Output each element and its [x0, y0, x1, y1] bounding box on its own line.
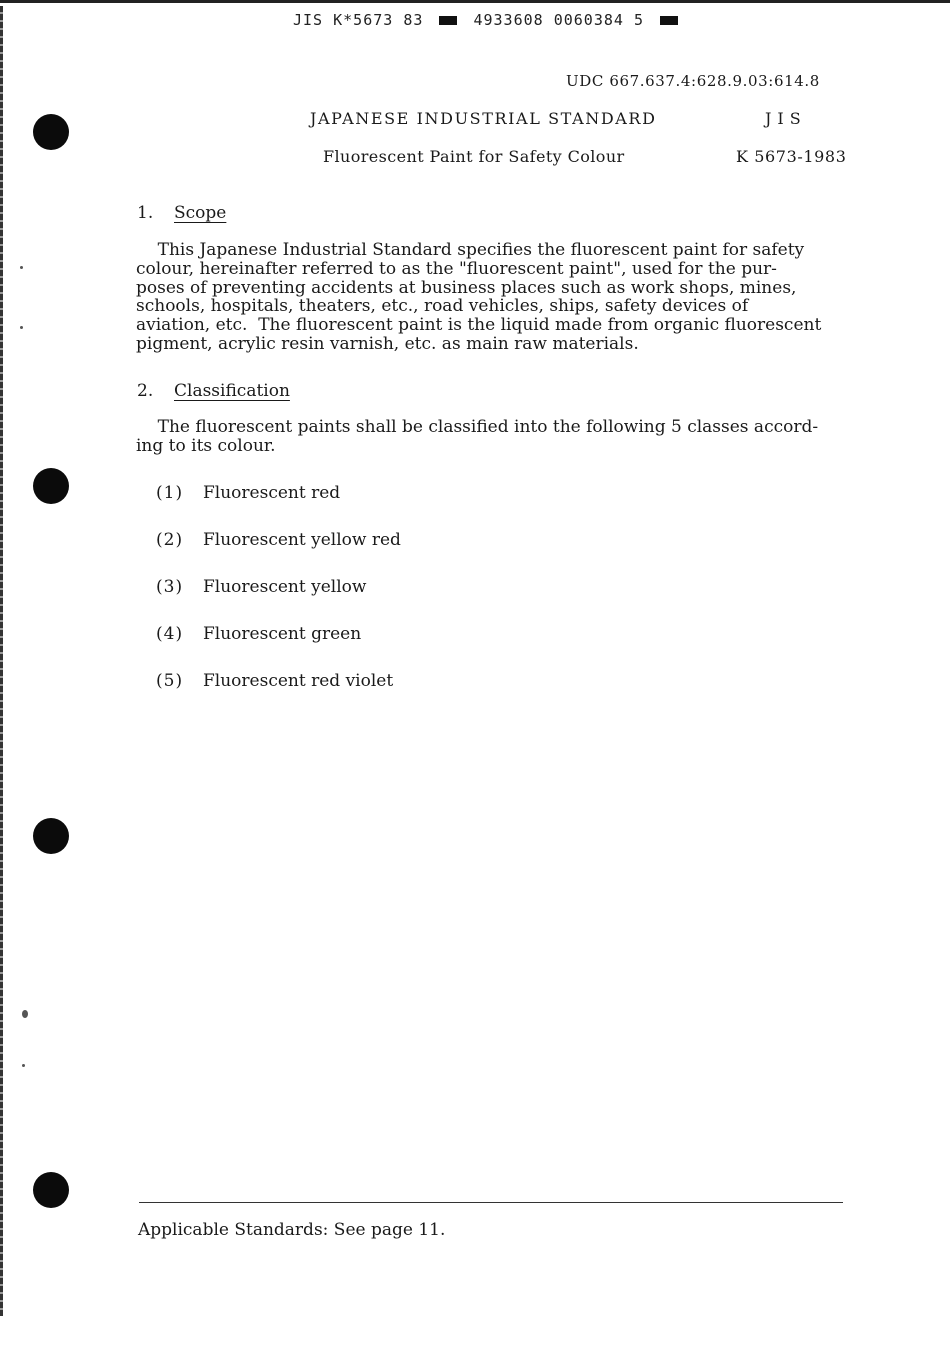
list-item — [156, 624, 401, 671]
punch-hole-icon — [33, 818, 69, 854]
list-item-label: Fluorescent red violet — [203, 671, 394, 691]
scope-paragraph: This Japanese Industrial Standard specifies the fluorescent paint for safety colour, hereinafter referred to as the "fluorescent paint", used for the pur- poses of preventing accidents at business places such as work shops, mines, schools, hospitals, theaters, etc., road vehicles, ships, safety devices of aviation, etc. The fluorescent paint is the liquid made from organic fluorescent pigment, acrylic resin varnish, etc. as main raw materials. — [136, 240, 822, 354]
section-number: 1. — [137, 203, 154, 223]
top-border-line — [0, 0, 950, 3]
section-title: Scope — [174, 203, 227, 223]
section-heading-classification — [137, 381, 290, 401]
list-item — [156, 530, 401, 577]
section-heading-scope — [137, 203, 226, 223]
classification-paragraph: The fluorescent paints shall be classified into the following 5 classes accord- ing to its colour. — [136, 417, 819, 456]
list-item-label: Fluorescent red — [203, 483, 341, 503]
list-item-number: (2) — [156, 530, 184, 550]
scan-speck — [20, 326, 23, 329]
standard-label: JAPANESE INDUSTRIAL STANDARD — [310, 109, 657, 128]
redaction-block-icon — [439, 16, 457, 25]
section-number: 2. — [137, 381, 154, 401]
section-title: Classification — [174, 381, 290, 401]
list-item-number: (5) — [156, 671, 184, 691]
list-item — [156, 483, 401, 530]
list-item-label: Fluorescent yellow — [203, 577, 367, 597]
scan-speck — [22, 1010, 28, 1018]
udc-code: UDC 667.637.4:628.9.03:614.8 — [566, 72, 820, 90]
list-item — [156, 671, 401, 718]
footer-divider — [139, 1202, 843, 1203]
document-title: Fluorescent Paint for Safety Colour — [323, 147, 625, 166]
jis-mark: JIS — [765, 109, 807, 128]
scan-header-code — [293, 11, 684, 29]
list-item-number: (1) — [156, 483, 184, 503]
list-item — [156, 577, 401, 624]
list-item-number: (4) — [156, 624, 184, 644]
list-item-number: (3) — [156, 577, 184, 597]
left-scan-edge — [0, 6, 3, 1316]
punch-hole-icon — [33, 114, 69, 150]
class-list — [156, 483, 401, 718]
scan-speck — [20, 266, 23, 269]
scan-speck — [22, 1064, 25, 1067]
punch-hole-icon — [33, 468, 69, 504]
applicable-standards-note: Applicable Standards: See page 11. — [138, 1220, 446, 1240]
scan-header-middle: 4933608 0060384 5 — [473, 11, 644, 29]
list-item-label: Fluorescent green — [203, 624, 362, 644]
redaction-block-icon — [660, 16, 678, 25]
punch-hole-icon — [33, 1172, 69, 1208]
list-item-label: Fluorescent yellow red — [203, 530, 401, 550]
standard-number: K 5673-1983 — [736, 147, 847, 166]
scan-header-left: JIS K*5673 83 — [293, 11, 424, 29]
